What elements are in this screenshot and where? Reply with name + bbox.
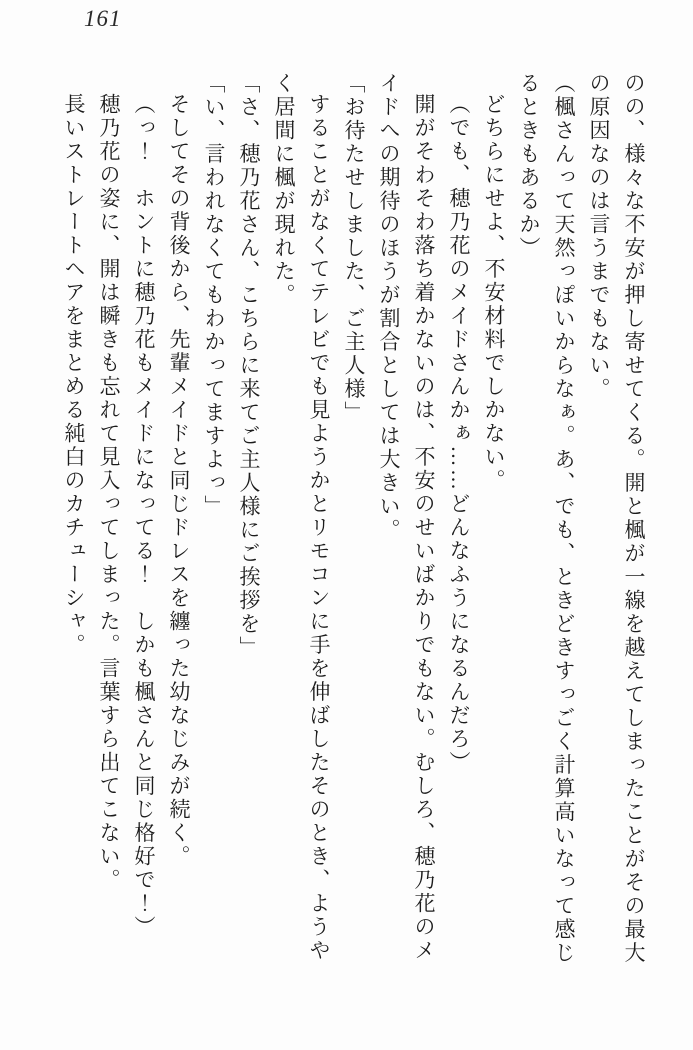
paragraph: そしてその背後から、先輩メイドと同じドレスを纏った幼なじみが続く。 [167,93,191,869]
paragraph: 「お待たせしました、ご主人様」 [342,72,366,425]
paragraph: （っ！ ホントに穂乃花もメイドになってる！ しかも楓さんと同じ格好で！） [132,93,156,939]
paragraph: （でも、穂乃花のメイドさんかぁ……どんなふうになるんだろ） [447,93,471,775]
paragraph: 穂乃花の姿に、開は瞬きも忘れて見入ってしまった。言葉すら出てこない。 [97,93,121,892]
paragraph: のの、様々な不安が押し寄せてくる。開と楓が一線を越えてしまったことがその最大の原因なのは言うまでもない。 [587,72,646,965]
paragraph: 長いストレートヘアをまとめる純白のカチューシャ。 [62,93,86,657]
paragraph: どちらにせよ、不安材料でしかない。 [482,93,506,493]
paragraph: 「さ、穂乃花さん、こちらに来てご主人様にご挨拶を」 [237,72,261,660]
page-number: 161 [84,6,122,31]
paragraph: 「い、言われなくてもわかってますよっ」 [202,72,226,519]
paragraph: （楓さんって天然っぽいからなぁ。あ、でも、ときどきすっごく計算高いなって感じるときもあるか） [517,72,576,965]
body-text [51,72,651,972]
paragraph: 開がそわそわ落ち着かないのは、不安のせいばかりでもない。むしろ、穂乃花のメイドへの期待のほうが割合としては大きい。 [377,72,436,963]
paragraph: することがなくてテレビでも見ようかとリモコンに手を伸ばしたそのとき、ようやく居間に楓が現れた。 [272,72,331,963]
